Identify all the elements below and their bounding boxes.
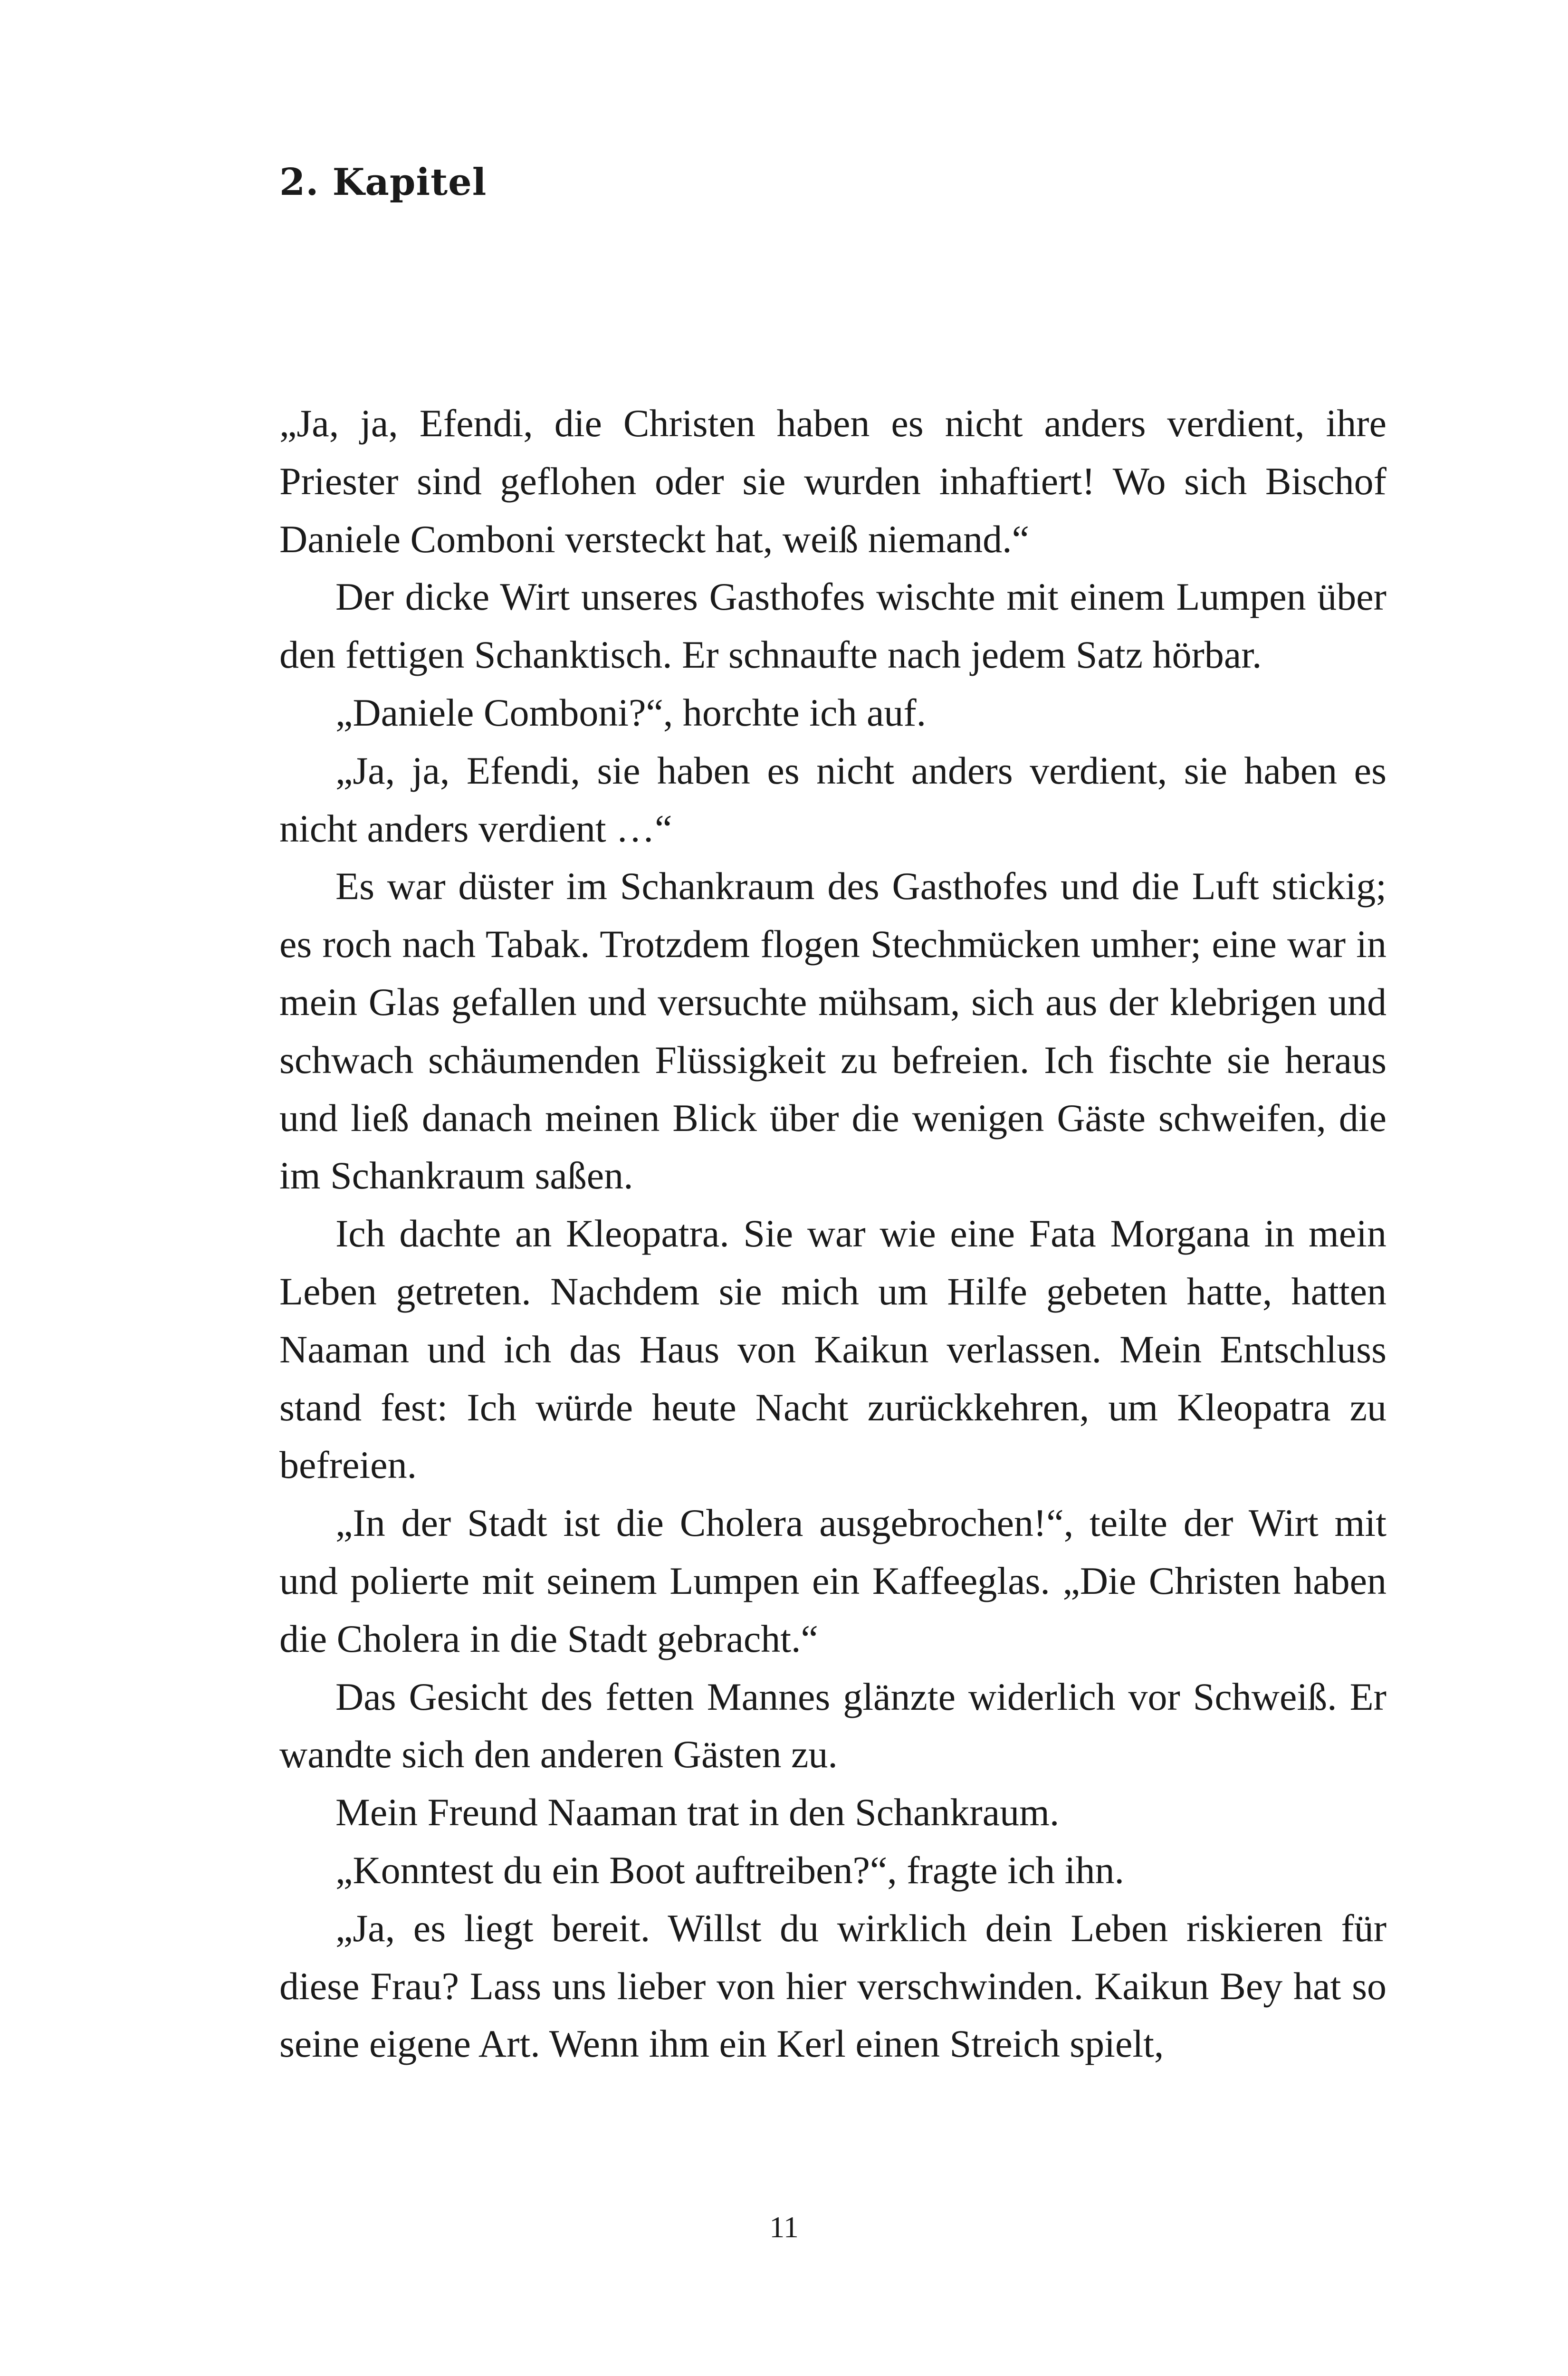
paragraph: Mein Freund Naaman trat in den Schankraum. <box>335 1791 1060 1834</box>
paragraph: „Ja, ja, Efendi, sie haben es nicht anders verdient, sie haben es nicht anders verdient …“ <box>279 748 1386 850</box>
paragraph: „Ja, ja, Efendi, die Christen haben es nicht anders verdient, ihre Priester sind geflohen oder sie wurden inhaftiert! Wo sich Bischof Daniele Comboni versteckt hat, weiß niemand.“ <box>279 402 1386 561</box>
paragraph: „In der Stadt ist die Cholera ausgebrochen!“, teilte der Wirt mit und polierte mit seinem Lumpen ein Kaffeeglas. „Die Christen haben die Cholera in die Stadt gebracht.“ <box>279 1501 1386 1660</box>
paragraph: Das Gesicht des fetten Mannes glänzte widerlich vor Schweiß. Er wandte sich den anderen Gästen zu. <box>279 1675 1386 1776</box>
body-text <box>279 394 1386 2073</box>
paragraph: „Daniele Comboni?“, horchte ich auf. <box>335 690 927 734</box>
paragraph: Es war düster im Schankraum des Gasthofes und die Luft stickig; es roch nach Tabak. Trotzdem flogen Stechmücken umher; eine war in mein Glas gefallen und versuchte mühsam, sich aus der klebrigen und schwach schäumenden Flüssigkeit zu befreien. Ich fischte sie heraus und ließ danach meinen Blick über die wenigen Gäste schweifen, die im Schankraum saßen. <box>279 864 1386 1198</box>
chapter-title: 2. Kapitel <box>279 161 487 204</box>
paragraph: „Ja, es liegt bereit. Willst du wirklich dein Leben riskieren für diese Frau? Lass uns lieber von hier verschwinden. Kaikun Bey hat so seine eigene Art. Wenn ihm ein Kerl einen Streich spielt, <box>279 1906 1386 2066</box>
paragraph: Ich dachte an Kleopatra. Sie war wie eine Fata Morgana in mein Leben getreten. Nachdem sie mich um Hilfe gebeten hatte, hatten Naaman und ich das Haus von Kaikun verlassen. Mein Entschluss stand fest: Ich würde heute Nacht zurückkehren, um Kleopatra zu befreien. <box>279 1212 1386 1487</box>
paragraph: Der dicke Wirt unseres Gasthofes wischte mit einem Lumpen über den fettigen Schanktisch. Er schnaufte nach jedem Satz hörbar. <box>279 575 1386 677</box>
paragraph: „Konntest du ein Boot auftreiben?“, fragte ich ihn. <box>335 1848 1124 1892</box>
page-number: 11 <box>769 2210 799 2244</box>
